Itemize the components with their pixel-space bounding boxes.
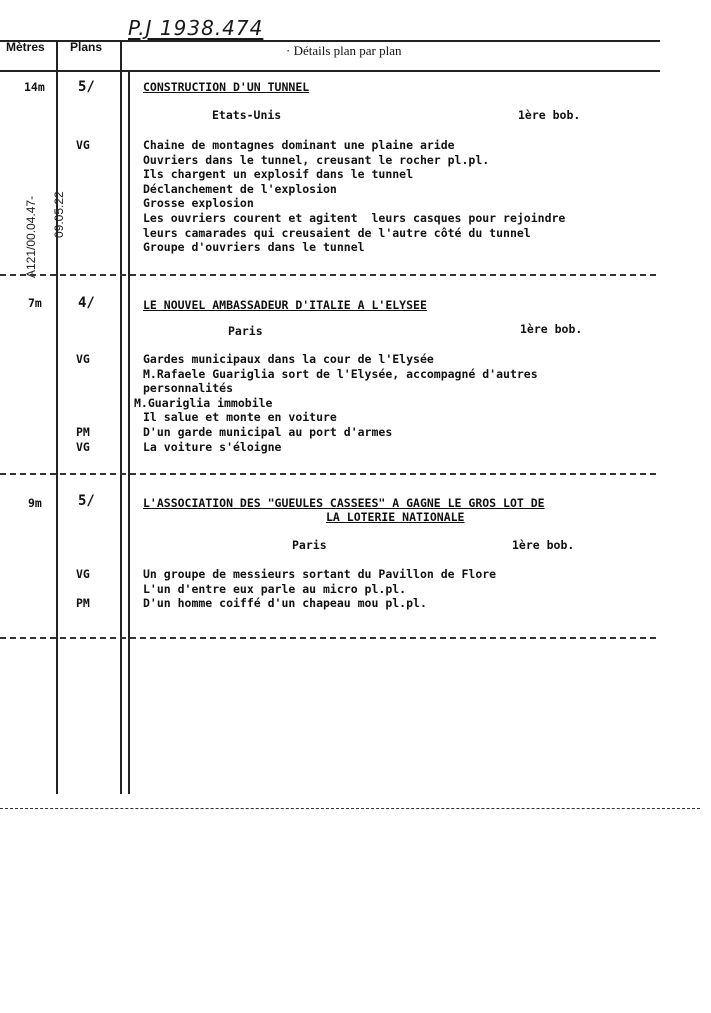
segment-plans: 5/ [78,79,95,95]
segment-title: L'ASSOCIATION DES "GUEULES CASSEES" A GAGNE LE GROS LOT DE [143,496,545,510]
segment-metres: 14m [24,80,45,94]
shot-line: M.Guariglia immobile [134,395,273,410]
shot-line: Les ouvriers courent et agitent leurs casques pour rejoindre [143,211,566,225]
shot-code: VG [76,567,90,581]
shot-code: VG [76,439,90,454]
segment-title: LE NOUVEL AMBASSADEUR D'ITALIE A L'ELYSEE [143,298,427,312]
header-plans: Plans [70,40,103,54]
segment-bob: 1ère bob. [520,322,583,336]
header-details: · Détails plan par plan [286,43,402,58]
page-bottom-rule [0,808,700,809]
shot-line: L'un d'entre eux parle au micro pl.pl. [143,581,407,596]
segment-plans: 5/ [78,493,95,509]
shot-line: personnalités [143,381,234,396]
shot-line: Un groupe de messieurs sortant du Pavillon de Flore [143,567,497,581]
shot-code: PM [76,425,90,439]
column-rule-2 [120,42,122,794]
shot-line: M.Rafaele Guariglia sort de l'Elysée, accompagné d'autres [143,366,538,381]
shot-line: La voiture s'éloigne [143,439,282,454]
shot-code: VG [76,352,90,366]
column-rule-3 [128,72,130,794]
shot-line: Chaine de montagnes dominant une plaine aride [143,138,455,152]
shot-line: D'un homme coiffé d'un chapeau mou pl.pl. [143,596,427,611]
segment-place: Paris [292,538,327,552]
shot-line: Ouvriers dans le tunnel, creusant le rocher pl.pl. [143,152,490,167]
shot-line: Ils chargent un explosif dans le tunnel [143,167,414,182]
shot-line: Il salue et monte en voiture [143,410,337,425]
segment-place: Paris [228,324,263,338]
segment-metres: 9m [28,496,42,510]
segment-separator [0,637,656,639]
shot-code: VG [76,138,90,152]
shot-line: Gardes municipaux dans la cour de l'Elysée [143,352,434,366]
archive-date: 09.05.22 [52,191,66,238]
shot-line: Déclanchement de l'explosion [143,181,337,196]
shot-line: D'un garde municipal au port d'armes [143,425,393,439]
segment-bob: 1ère bob. [518,108,581,122]
archive-code: A121/00.04.47- [24,195,38,278]
header-metres: Mètres [6,40,45,54]
segment-metres: 7m [28,296,42,310]
segment-separator [0,473,656,475]
shot-code: PM [76,596,90,611]
segment-separator [0,274,656,276]
handwritten-reference: P.J 1938.474 [128,16,264,40]
segment-title-continued: LA LOTERIE NATIONALE [326,510,465,524]
segment-plans: 4/ [78,295,95,311]
segment-place: Etats-Unis [212,108,282,122]
column-rule-1 [56,42,58,794]
shot-line: Grosse explosion [143,196,254,211]
shot-line: Groupe d'ouvriers dans le tunnel [143,240,365,255]
shot-line: leurs camarades qui creusaient de l'autre côté du tunnel [143,225,531,240]
header-bottom-rule [0,70,660,72]
segment-title: CONSTRUCTION D'UN TUNNEL [143,80,310,94]
segment-bob: 1ère bob. [512,538,575,552]
